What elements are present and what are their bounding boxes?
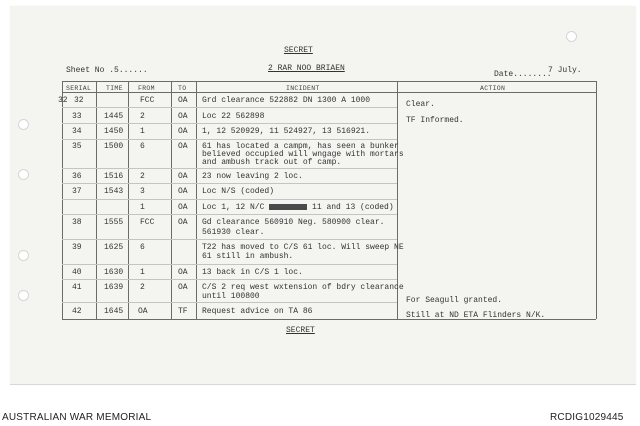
- column-header-time: TIME: [106, 85, 123, 92]
- row-incident: 1, 12 520929, 11 524927, 13 516921.: [202, 127, 371, 136]
- column-header-serial: SERIAL: [66, 85, 92, 92]
- punch-hole-icon: [18, 169, 29, 180]
- row-serial: 41: [72, 283, 82, 292]
- row-time: 1450: [104, 127, 124, 136]
- column-divider: [96, 81, 97, 319]
- row-incident: 61 has located a campm, has seen a bunker: [202, 142, 399, 151]
- column-divider: [196, 81, 197, 319]
- row-time: 1445: [104, 112, 124, 121]
- row-separator: [62, 264, 397, 265]
- column-divider: [596, 81, 597, 319]
- row-incident: Gd clearance 560910 Neg. 580900 clear.: [202, 218, 385, 227]
- redaction-mark: [269, 204, 307, 210]
- column-header-incident: INCIDENT: [286, 85, 320, 92]
- row-action: Clear.: [406, 100, 435, 109]
- row-incident: C/S 2 req west wxtension of bdry clearance: [202, 283, 404, 292]
- row-to: OA: [178, 283, 188, 292]
- row-to: OA: [178, 187, 188, 196]
- archive-reference: RCDIG1029445: [550, 412, 624, 423]
- row-time: 1500: [104, 142, 124, 151]
- row-serial: 37: [72, 187, 82, 196]
- sheet-value: .5......: [109, 66, 148, 75]
- row-serial: 35: [72, 142, 82, 151]
- row-incident: 13 back in C/S 1 loc.: [202, 268, 303, 277]
- row-serial: 32: [74, 96, 84, 105]
- row-to: OA: [178, 172, 188, 181]
- row-from: 1: [140, 127, 145, 136]
- row-from: 2: [140, 283, 145, 292]
- row-serial: 40: [72, 268, 82, 277]
- row-time: 1516: [104, 172, 124, 181]
- row-serial: 42: [72, 307, 82, 316]
- classification-top: SECRET: [284, 46, 313, 55]
- row-incident: [202, 203, 394, 212]
- row-from: 3: [140, 187, 145, 196]
- row-time: 1555: [104, 218, 124, 227]
- row-separator: [62, 214, 397, 215]
- column-divider: [62, 81, 63, 319]
- row-incident: 561930 clear.: [202, 228, 265, 237]
- row-incident-part: Loc 1, 12 N/C: [202, 203, 265, 212]
- column-header-from: FROM: [138, 85, 155, 92]
- row-separator: [62, 139, 397, 140]
- column-header-action: ACTION: [480, 85, 506, 92]
- row-separator: [62, 279, 397, 280]
- row-from: 6: [140, 243, 145, 252]
- row-action: TF Informed.: [406, 116, 464, 125]
- row-from: FCC: [140, 96, 155, 105]
- row-from: 2: [140, 172, 145, 181]
- row-serial: 34: [72, 127, 82, 136]
- row-incident: T22 has moved to C/S 61 loc. Will sweep NE: [202, 243, 404, 252]
- punch-hole-icon: [18, 250, 29, 261]
- row-to: OA: [178, 268, 188, 277]
- row-to: OA: [178, 112, 188, 121]
- punch-hole-icon: [18, 290, 29, 301]
- row-to: OA: [178, 96, 188, 105]
- sheet-label: Sheet No: [66, 66, 105, 75]
- punch-hole-icon: [566, 31, 577, 42]
- column-header-to: TO: [178, 85, 187, 92]
- row-prefix: 32: [58, 96, 68, 105]
- date-value: 7 July.: [548, 66, 582, 75]
- unit-title: 2 RAR NOO BRIAEN: [268, 64, 345, 73]
- sheet-number: [66, 66, 148, 75]
- document-sheet: [10, 6, 636, 385]
- classification-bottom: SECRET: [286, 326, 315, 335]
- row-time: 1630: [104, 268, 124, 277]
- row-incident: Grd clearance 522882 DN 1300 A 1000: [202, 96, 371, 105]
- row-to: OA: [178, 127, 188, 136]
- column-divider: [128, 81, 129, 319]
- row-from: 1: [140, 203, 145, 212]
- row-incident: 61 still in ambush.: [202, 252, 294, 261]
- row-incident-part: 11 and 13 (coded): [312, 203, 394, 212]
- row-incident: believed occupied will wngage with mortars: [202, 150, 404, 159]
- row-separator: [62, 239, 397, 240]
- row-to: TF: [178, 307, 188, 316]
- row-time: 1625: [104, 243, 124, 252]
- archive-credit: AUSTRALIAN WAR MEMORIAL: [2, 412, 152, 423]
- row-separator: [62, 199, 397, 200]
- row-incident: 23 now leaving 2 loc.: [202, 172, 303, 181]
- row-separator: [62, 183, 397, 184]
- row-from: 2: [140, 112, 145, 121]
- row-serial: 38: [72, 218, 82, 227]
- row-from: 6: [140, 142, 145, 151]
- row-separator: [62, 302, 397, 303]
- row-to: OA: [178, 142, 188, 151]
- row-incident: and ambush track out of camp.: [202, 158, 342, 167]
- row-incident: Request advice on TA 86: [202, 307, 313, 316]
- row-serial: 33: [72, 112, 82, 121]
- row-to: OA: [178, 203, 188, 212]
- row-incident: until 100800: [202, 292, 260, 301]
- row-separator: [62, 123, 397, 124]
- date-label: Date........: [494, 70, 552, 79]
- row-to: OA: [178, 218, 188, 227]
- table-top-border: [62, 81, 596, 82]
- punch-hole-icon: [18, 119, 29, 130]
- row-from: 1: [140, 268, 145, 277]
- row-action: For Seagull granted.: [406, 296, 503, 305]
- row-serial: 39: [72, 243, 82, 252]
- row-separator: [62, 107, 397, 108]
- row-action: Still at ND ETA Flinders N/K.: [406, 311, 546, 320]
- row-time: 1543: [104, 187, 124, 196]
- row-incident: Loc N/S (coded): [202, 187, 275, 196]
- row-time: 1639: [104, 283, 124, 292]
- row-serial: 36: [72, 172, 82, 181]
- column-divider: [171, 81, 172, 319]
- row-separator: [62, 168, 397, 169]
- row-incident: Loc 22 562898: [202, 112, 265, 121]
- row-from: FCC: [140, 218, 155, 227]
- row-time: 1645: [104, 307, 124, 316]
- row-from: OA: [138, 307, 148, 316]
